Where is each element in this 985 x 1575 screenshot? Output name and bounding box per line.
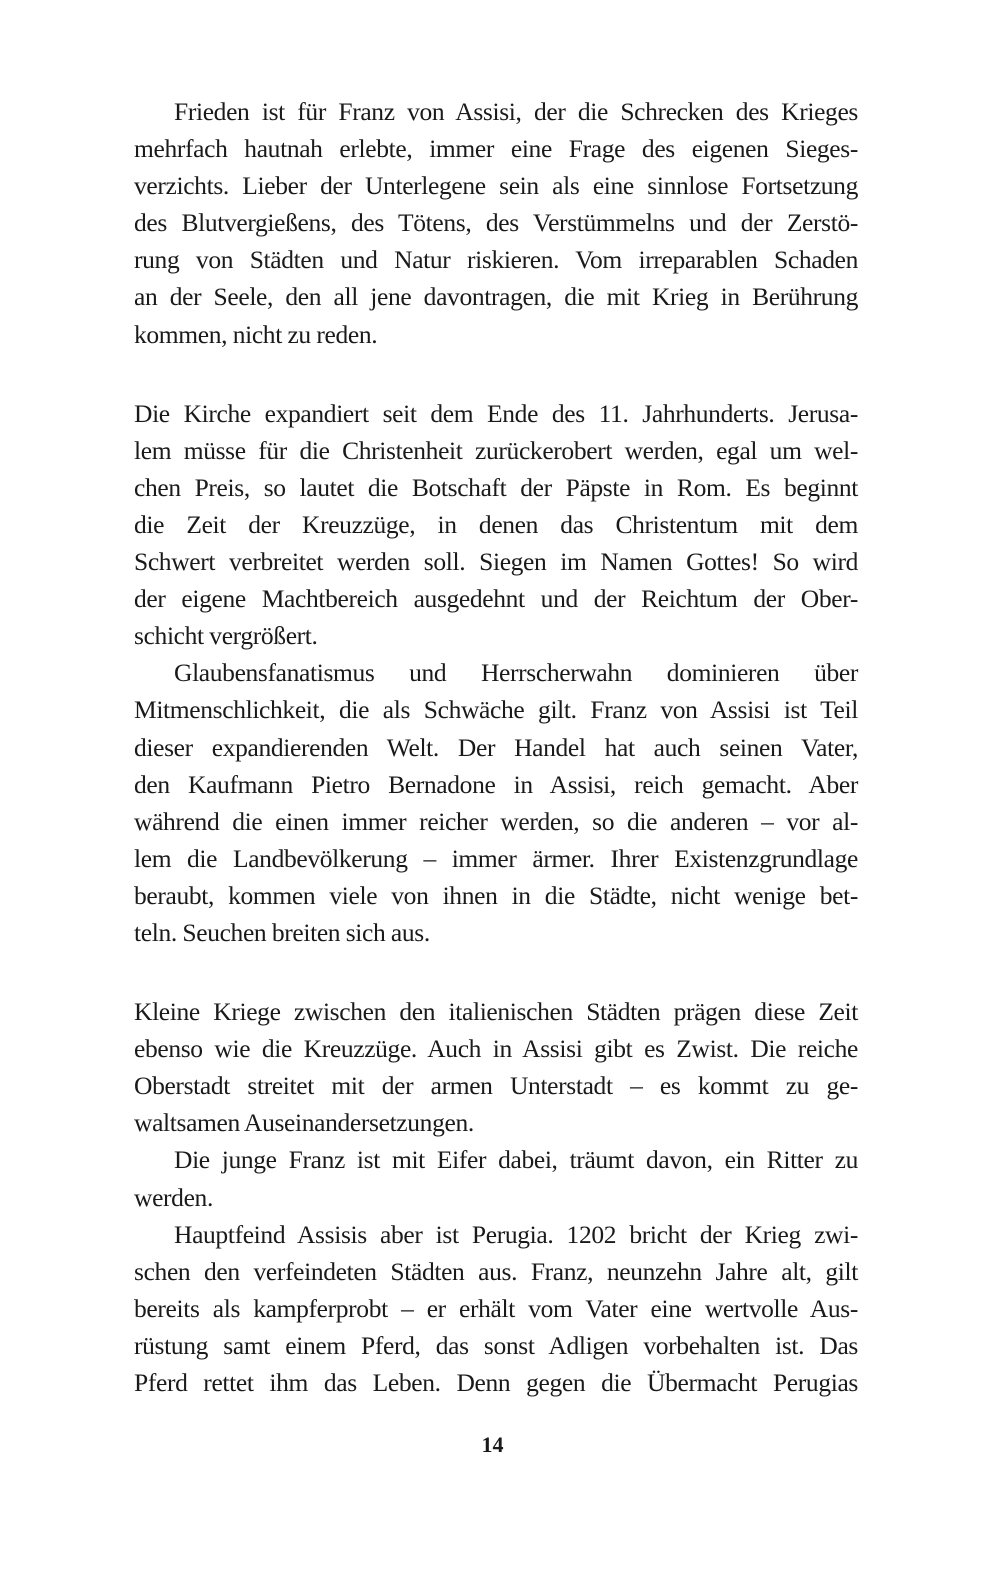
text-line: Frieden ist für Franz von Assisi, der die Schrecken des Krieges [174, 97, 858, 126]
section-break [134, 951, 858, 993]
text-line: Pferd rettet ihm das Leben. Denn gegen die Übermacht Perugias [134, 1368, 858, 1397]
page-body [134, 93, 858, 1401]
text-line: chen Preis, so lautet die Botschaft der Päpste in Rom. Es beginnt [134, 472, 858, 502]
text-line: schicht vergrößert. [134, 621, 318, 651]
paragraph [134, 1216, 858, 1401]
text-line: des Blutvergießens, des Tötens, des Verstümmelns und der Zerstö- [134, 208, 858, 238]
text-line: werden. [134, 1182, 213, 1212]
text-line: Kleine Kriege zwischen den italienischen Städten prägen diese Zeit [134, 997, 858, 1027]
paragraph [134, 93, 858, 353]
text-line: ebenso wie die Kreuzzüge. Auch in Assisi gibt es Zwist. Die reiche [134, 1034, 858, 1064]
text-line: mehrfach hautnah erlebte, immer eine Frage des eigenen Sieges- [134, 134, 858, 164]
text-line: Mitmenschlichkeit, die als Schwäche gilt. Franz von Assisi ist Teil [134, 695, 858, 725]
text-line: Die junge Franz ist mit Eifer dabei, träumt davon, ein Ritter zu [174, 1145, 858, 1175]
text-line: teln. Seuchen breiten sich aus. [134, 917, 430, 947]
text-line: dieser expandierenden Welt. Der Handel hat auch seinen Vater, [134, 732, 858, 762]
text-line: Oberstadt streitet mit der armen Unterstadt – es kommt zu ge- [134, 1071, 858, 1101]
paragraph [134, 654, 858, 951]
text-line: verzichts. Lieber der Unterlegene sein als eine sinnlose Fortsetzung [134, 171, 858, 201]
text-line: während die einen immer reicher werden, so die anderen – vor al- [134, 806, 858, 836]
text-line: der eigene Machtbereich ausgedehnt und der Reichtum der Ober- [134, 584, 858, 614]
paragraph [134, 395, 858, 655]
text-line: lem müsse für die Christenheit zurückerobert werden, egal um wel- [134, 435, 858, 465]
paragraph [134, 1141, 858, 1215]
text-line: an der Seele, den all jene davontragen, die mit Krieg in Berührung [134, 282, 858, 312]
text-line: die Zeit der Kreuzzüge, in denen das Christentum mit dem [134, 509, 858, 539]
text-line: Glaubensfanatismus und Herrscherwahn dominieren über [174, 658, 858, 688]
text-line: schen den verfeindeten Städten aus. Franz, neunzehn Jahre alt, gilt [134, 1256, 858, 1286]
text-line: den Kaufmann Pietro Bernadone in Assisi, reich gemacht. Aber [134, 769, 858, 799]
text-line: beraubt, kommen viele von ihnen in die Städte, nicht wenige bet- [134, 880, 858, 910]
section-break [134, 353, 858, 395]
page-number: 14 [481, 1432, 504, 1457]
paragraph [134, 993, 858, 1141]
text-line: rüstung samt einem Pferd, das sonst Adligen vorbehalten ist. Das [134, 1330, 858, 1360]
text-line: lem die Landbevölkerung – immer ärmer. Ihrer Existenzgrundlage [134, 843, 858, 873]
text-line: rung von Städten und Natur riskieren. Vom irreparablen Schaden [134, 245, 858, 275]
text-line: Die Kirche expandiert seit dem Ende des 11. Jahrhunderts. Jerusa- [134, 398, 858, 428]
text-line: kommen, nicht zu reden. [134, 319, 378, 349]
text-line: Schwert verbreitet werden soll. Siegen im Namen Gottes! So wird [134, 547, 858, 577]
text-line: bereits als kampferprobt – er erhält vom Vater eine wertvolle Aus- [134, 1293, 858, 1323]
text-line: waltsamen Auseinandersetzungen. [134, 1108, 474, 1138]
text-line: Hauptfeind Assisis aber ist Perugia. 1202 bricht der Krieg zwi- [174, 1219, 858, 1249]
